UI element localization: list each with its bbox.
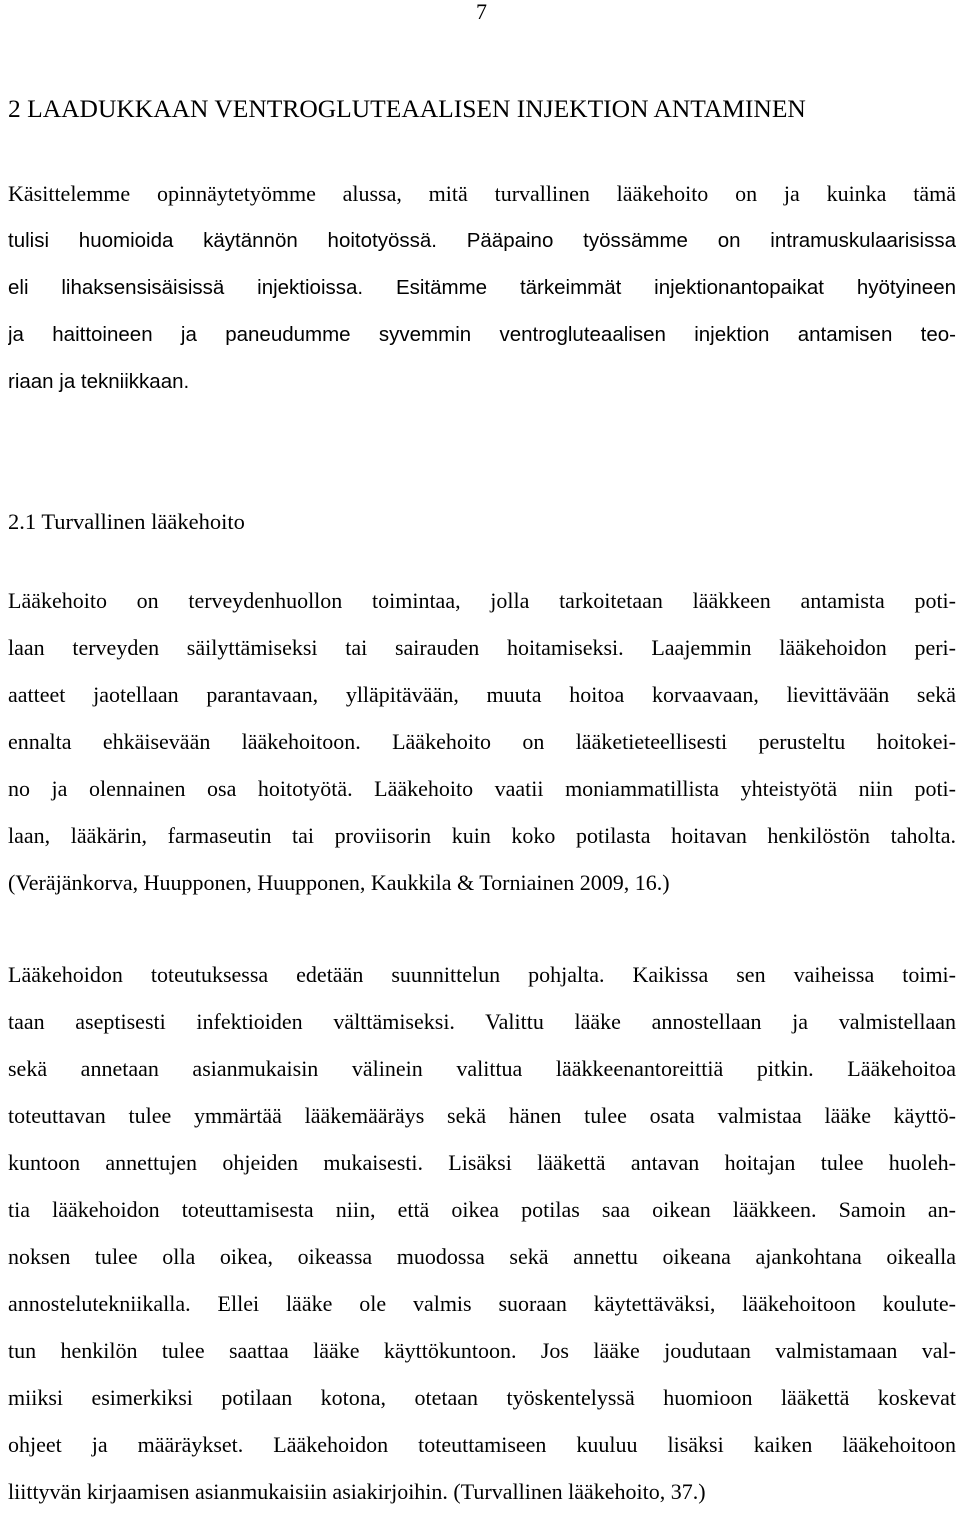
text-line: sekä annetaan asianmukaisin välinein valittua lääkkeenantoreittiä pitkin. Lääkehoitoa [8,1056,956,1081]
paragraph-intro [8,170,956,405]
text-line: kuntoon annettujen ohjeiden mukaisesti. Lisäksi lääkettä antavan hoitajan tulee huoleh- [8,1150,956,1175]
text-line: laan, lääkärin, farmaseutin tai proviisorin kuin koko potilasta hoitavan henkilöstön taholta. [8,823,956,848]
text-line: aatteet jaotellaan parantavaan, ylläpitävään, muuta hoitoa korvaavaan, lievittävään sekä [8,682,956,707]
text-line: toteuttavan tulee ymmärtää lääkemääräys sekä hänen tulee osata valmistaa lääke käyttö- [8,1103,956,1128]
text-line: ohjeet ja määräykset. Lääkehoidon toteuttamiseen kuuluu lisäksi kaiken lääkehoitoon [8,1432,956,1457]
document-page [8,0,958,1502]
text-line: annostelutekniikalla. Ellei lääke ole valmis suoraan käytettäväksi, lääkehoitoon koulute- [8,1291,956,1316]
text-line: tia lääkehoidon toteuttamisesta niin, että oikea potilas saa oikean lääkkeen. Samoin an- [8,1197,956,1222]
text-line: tulisi huomioida käytännön hoitotyössä. Pääpaino työssämme on intramuskulaarisissa [8,229,956,252]
text-line: eli lihaksensisäisissä injektioissa. Esitämme tärkeimmät injektionantopaikat hyötyineen [8,276,956,299]
text-line: ennalta ehkäisevään lääkehoitoon. Lääkehoito on lääketieteellisesti perusteltu hoitokei- [8,729,956,754]
text-line: Lääkehoito on terveydenhuollon toimintaa, jolla tarkoitetaan lääkkeen antamista poti- [8,588,956,613]
text-line: noksen tulee olla oikea, oikeassa muodossa sekä annettu oikeana ajankohtana oikealla [8,1244,956,1269]
text-line: no ja olennainen osa hoitotyötä. Lääkehoito vaatii moniammatillista yhteistyötä niin poti- [8,776,956,801]
paragraph-implementation [8,951,956,1515]
text-line: Käsittelemme opinnäytetyömme alussa, mitä turvallinen lääkehoito on ja kuinka tämä [8,181,956,206]
text-line: Lääkehoidon toteutuksessa edetään suunnittelun pohjalta. Kaikissa sen vaiheissa toimi- [8,962,956,987]
text-line: liittyvän kirjaamisen asianmukaisiin asiakirjoihin. (Turvallinen lääkehoito, 37.) [8,1479,706,1504]
section-heading: 2.1 Turvallinen lääkehoito [8,509,245,534]
text-line: miiksi esimerkiksi potilaan kotona, otetaan työskentelyssä huomioon lääkettä koskevat [8,1385,956,1410]
text-line: tun henkilön tulee saattaa lääke käyttökuntoon. Jos lääke joudutaan valmistamaan val- [8,1338,956,1363]
text-line: (Veräjänkorva, Huupponen, Huupponen, Kaukkila & Torniainen 2009, 16.) [8,870,670,895]
paragraph-definition [8,577,956,906]
text-line: ja haittoineen ja paneudumme syvemmin ventrogluteaalisen injektion antamisen teo- [8,323,956,346]
text-line: laan terveyden säilyttämiseksi tai sairauden hoitamiseksi. Laajemmin lääkehoidon peri- [8,635,956,660]
chapter-heading: 2 LAADUKKAAN VENTROGLUTEAALISEN INJEKTION ANTAMINEN [8,94,806,123]
text-line: taan aseptisesti infektioiden välttämiseksi. Valittu lääke annostellaan ja valmistellaan [8,1009,956,1034]
page-number: 7 [476,0,487,24]
text-line: riaan ja tekniikkaan. [8,370,190,393]
